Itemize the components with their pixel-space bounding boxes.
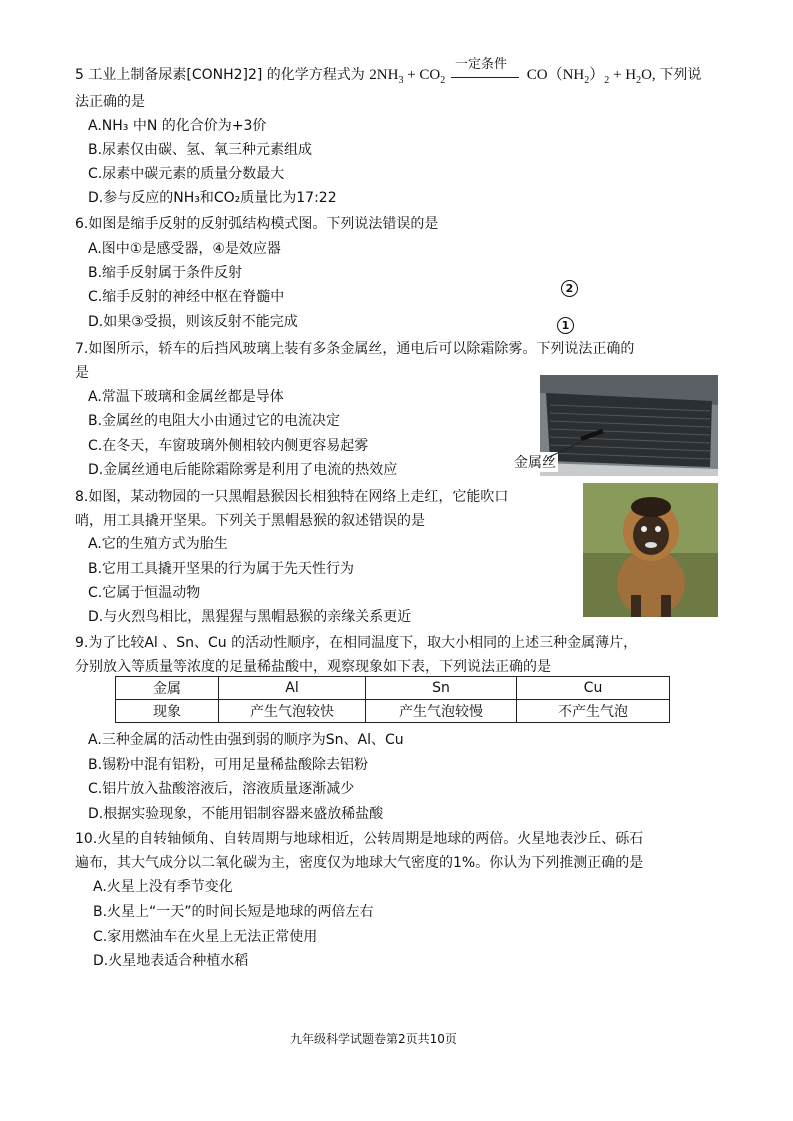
q9-option-c[interactable]: C.铝片放入盐酸溶液后，溶液质量逐渐减少: [88, 781, 355, 797]
q8-stem-line1: 8.如图，某动物园的一只黑帽悬猴因长相独特在网络上走红，它能吹口: [75, 489, 509, 505]
q7-option-d[interactable]: D.金属丝通电后能除霜除雾是利用了电流的热效应: [88, 462, 398, 478]
table-cell: 金属: [116, 677, 219, 700]
q5-equation: $2NH_3 + CO_2$ 一定条件 $CO(NH_2)_2 + H_2O$,: [369, 67, 659, 83]
metal-wire-label: 金属丝: [512, 452, 558, 472]
q9-option-b[interactable]: B.锡粉中混有铝粉，可用足量稀盐酸除去铝粉: [88, 757, 369, 773]
reflex-arc-marker-1: 1: [557, 317, 574, 334]
page-footer: 九年级科学试题卷第2页共10页: [290, 1032, 457, 1046]
q6-option-c[interactable]: C.缩手反射的神经中枢在脊髓中: [88, 289, 285, 305]
table-cell: 产生气泡较快: [219, 700, 366, 723]
q10-option-d[interactable]: D.火星地表适合种植水稻: [93, 953, 249, 969]
q7-option-c[interactable]: C.在冬天，车窗玻璃外侧相较内侧更容易起雾: [88, 438, 369, 454]
q10-stem-line1: 10.火星的自转轴倾角、自转周期与地球相近，公转周期是地球的两倍。火星地表沙丘、砾石: [75, 831, 644, 847]
q7-option-a[interactable]: A.常温下玻璃和金属丝都是导体: [88, 389, 284, 405]
metal-wire-pointer: [545, 440, 585, 460]
table-cell: 现象: [116, 700, 219, 723]
car-rear-window-image: [540, 375, 718, 476]
q8-option-a[interactable]: A.它的生殖方式为胎生: [88, 536, 228, 552]
q6-option-d[interactable]: D.如果③受损，则该反射不能完成: [88, 314, 298, 330]
q10-option-a[interactable]: A.火星上没有季节变化: [93, 879, 233, 895]
q6-option-b[interactable]: B.缩手反射属于条件反射: [88, 265, 243, 281]
q5-prefix: 5 工业上制备尿素[CONH2]2] 的化学方程式为: [75, 67, 365, 83]
q6-option-a[interactable]: A.图中①是感受器，④是效应器: [88, 241, 281, 257]
q10-option-b[interactable]: B.火星上“一天”的时间长短是地球的两倍左右: [93, 904, 374, 920]
q10-option-c[interactable]: C.家用燃油车在火星上无法正常使用: [93, 929, 318, 945]
q5-stem-line1: [75, 56, 702, 86]
q5-option-c[interactable]: C.尿素中碳元素的质量分数最大: [88, 166, 285, 182]
q9-option-a[interactable]: A.三种金属的活动性由强到弱的顺序为Sn、Al、Cu: [88, 732, 404, 748]
q8-option-c[interactable]: C.它属于恒温动物: [88, 585, 201, 601]
q8-stem-line2: 哨，用工具撬开坚果。下列关于黑帽悬猴的叙述错误的是: [75, 513, 425, 529]
table-row: [116, 677, 670, 700]
reaction-condition-arrow: [451, 56, 521, 85]
q7-stem-line1: 7.如图所示，轿车的后挡风玻璃上装有多条金属丝，通电后可以除霜除雾。下列说法正确的: [75, 341, 635, 357]
q9-stem-line1: 9.为了比较Al 、Sn、Cu 的活动性顺序，在相同温度下，取大小相同的上述三种金属薄片，: [75, 635, 638, 651]
capuchin-monkey-image: [583, 483, 718, 617]
q5-suffix: 下列说: [659, 67, 702, 83]
q9-option-d[interactable]: D.根据实验现象，不能用铝制容器来盛放稀盐酸: [88, 806, 384, 822]
q7-option-b[interactable]: B.金属丝的电阻大小由通过它的电流决定: [88, 413, 341, 429]
table-row: [116, 700, 670, 723]
metal-reactivity-table: [115, 676, 670, 723]
q5-option-a[interactable]: A.NH₃ 中N 的化合价为+3价: [88, 118, 267, 134]
q6-stem: 6.如图是缩手反射的反射弧结构模式图。下列说法错误的是: [75, 216, 439, 232]
q5-stem-line2: 法正确的是: [75, 94, 145, 110]
q10-stem-line2: 遍布，其大气成分以二氧化碳为主，密度仅为地球大气密度的1%。你认为下列推测正确的是: [75, 855, 644, 871]
q8-option-d[interactable]: D.与火烈鸟相比，黑猩猩与黑帽悬猴的亲缘关系更近: [88, 609, 412, 625]
q5-option-d[interactable]: D.参与反应的NH₃和CO₂质量比为17:22: [88, 190, 337, 206]
table-cell: Sn: [366, 677, 517, 700]
table-cell: Cu: [517, 677, 670, 700]
q9-stem-line2: 分别放入等质量等浓度的足量稀盐酸中，观察现象如下表，下列说法正确的是: [75, 659, 551, 675]
q7-stem-line2: 是: [75, 365, 89, 381]
table-cell: 产生气泡较慢: [366, 700, 517, 723]
reflex-arc-marker-2: 2: [561, 280, 578, 297]
q5-option-b[interactable]: B.尿素仅由碳、氢、氧三种元素组成: [88, 142, 313, 158]
reaction-condition: 一定条件: [454, 56, 507, 72]
table-cell: 不产生气泡: [517, 700, 670, 723]
table-cell: Al: [219, 677, 366, 700]
q8-option-b[interactable]: B.它用工具撬开坚果的行为属于先天性行为: [88, 561, 355, 577]
